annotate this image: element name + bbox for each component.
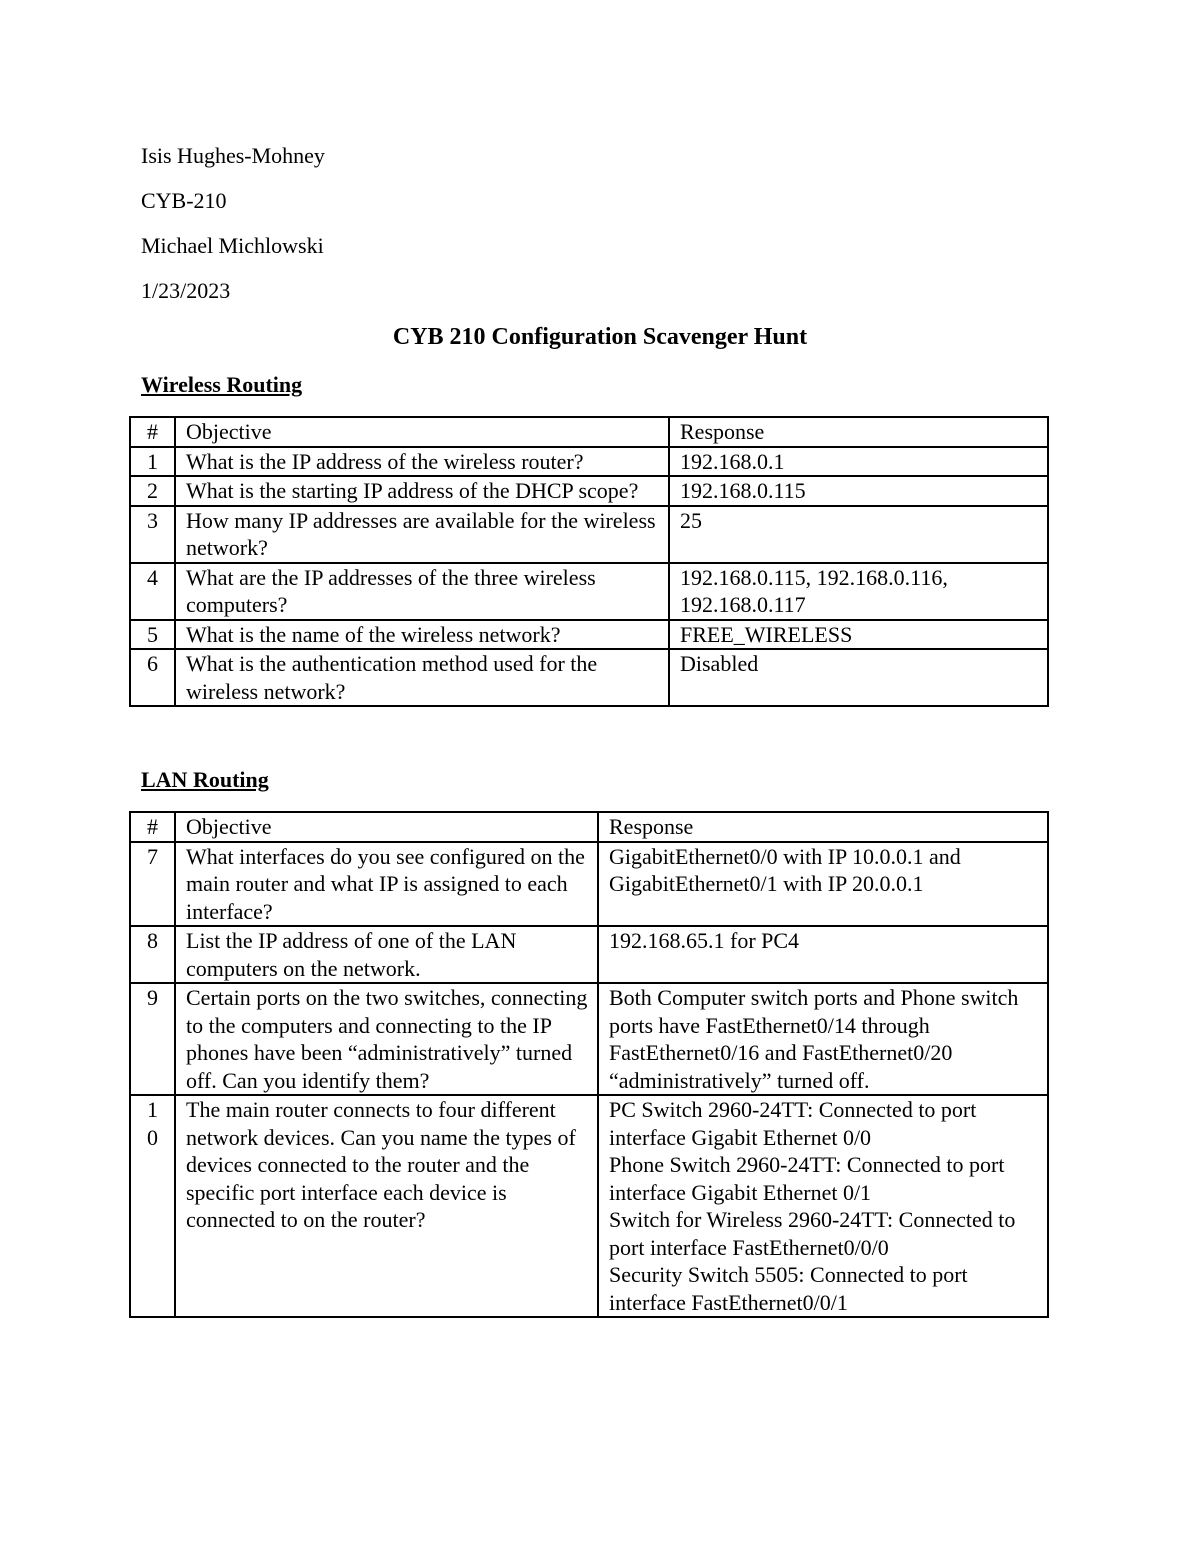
row-objective: What interfaces do you see configured on the main router and what IP is assigned to each interface? — [175, 842, 598, 927]
row-objective: List the IP address of one of the LAN computers on the network. — [175, 926, 598, 983]
row-objective: What is the name of the wireless network? — [175, 620, 669, 650]
row-number: 8 — [130, 926, 175, 983]
table-row — [130, 506, 1048, 563]
document-date: 1/23/2023 — [141, 278, 231, 303]
lan-routing-table — [129, 811, 1049, 1318]
row-response: 192.168.65.1 for PC4 — [598, 926, 1048, 983]
row-objective: What is the starting IP address of the DHCP scope? — [175, 476, 669, 506]
student-name: Isis Hughes-Mohney — [141, 143, 325, 168]
row-number: 1 0 — [130, 1095, 175, 1317]
table-header-row — [130, 417, 1048, 447]
row-objective: What is the authentication method used for the wireless network? — [175, 649, 669, 706]
row-response: Disabled — [669, 649, 1048, 706]
column-header-response: Response — [669, 417, 1048, 447]
column-header-number: # — [130, 417, 175, 447]
table-row — [130, 842, 1048, 927]
table-row — [130, 1095, 1048, 1317]
row-number: 6 — [130, 649, 175, 706]
table-row — [130, 563, 1048, 620]
column-header-response: Response — [598, 812, 1048, 842]
row-number: 3 — [130, 506, 175, 563]
table-row — [130, 620, 1048, 650]
table-row — [130, 649, 1048, 706]
wireless-routing-table — [129, 416, 1049, 707]
row-response: PC Switch 2960-24TT: Connected to port interface Gigabit Ethernet 0/0 Phone Switch 2960-24TT: Connected to port interface Gigabit Ethernet 0/1 Switch for Wireless 2960-24TT: Connected to port interface FastEthernet0/0/0 Security Switch 5505: Connected to port interface FastEthernet0/0/1 — [598, 1095, 1048, 1317]
row-number: 2 — [130, 476, 175, 506]
wireless-routing-heading: Wireless Routing — [141, 372, 303, 397]
document-title: CYB 210 Configuration Scavenger Hunt — [392, 324, 808, 350]
column-header-objective: Objective — [175, 812, 598, 842]
table-row — [130, 926, 1048, 983]
row-response: 192.168.0.1 — [669, 447, 1048, 477]
row-objective: What are the IP addresses of the three wireless computers? — [175, 563, 669, 620]
table-header-row — [130, 812, 1048, 842]
row-objective: The main router connects to four different network devices. Can you name the types of devices connected to the router and the specific port interface each device is connected to on the router? — [175, 1095, 598, 1317]
column-header-number: # — [130, 812, 175, 842]
row-number: 4 — [130, 563, 175, 620]
table-row — [130, 983, 1048, 1095]
row-objective: What is the IP address of the wireless router? — [175, 447, 669, 477]
row-number: 9 — [130, 983, 175, 1095]
table-row — [130, 447, 1048, 477]
row-response: FREE_WIRELESS — [669, 620, 1048, 650]
row-objective: How many IP addresses are available for the wireless network? — [175, 506, 669, 563]
row-response: 25 — [669, 506, 1048, 563]
lan-routing-heading: LAN Routing — [141, 767, 269, 792]
row-number: 7 — [130, 842, 175, 927]
row-number: 1 — [130, 447, 175, 477]
column-header-objective: Objective — [175, 417, 669, 447]
row-number: 5 — [130, 620, 175, 650]
table-row — [130, 476, 1048, 506]
row-response: Both Computer switch ports and Phone switch ports have FastEthernet0/14 through FastEthernet0/16 and FastEthernet0/20 “administratively” turned off. — [598, 983, 1048, 1095]
course-code: CYB-210 — [141, 188, 227, 213]
row-response: 192.168.0.115 — [669, 476, 1048, 506]
row-response: 192.168.0.115, 192.168.0.116, 192.168.0.117 — [669, 563, 1048, 620]
instructor-name: Michael Michlowski — [141, 233, 324, 258]
row-response: GigabitEthernet0/0 with IP 10.0.0.1 and GigabitEthernet0/1 with IP 20.0.0.1 — [598, 842, 1048, 927]
row-objective: Certain ports on the two switches, connecting to the computers and connecting to the IP phones have been “administratively” turned off. Can you identify them? — [175, 983, 598, 1095]
